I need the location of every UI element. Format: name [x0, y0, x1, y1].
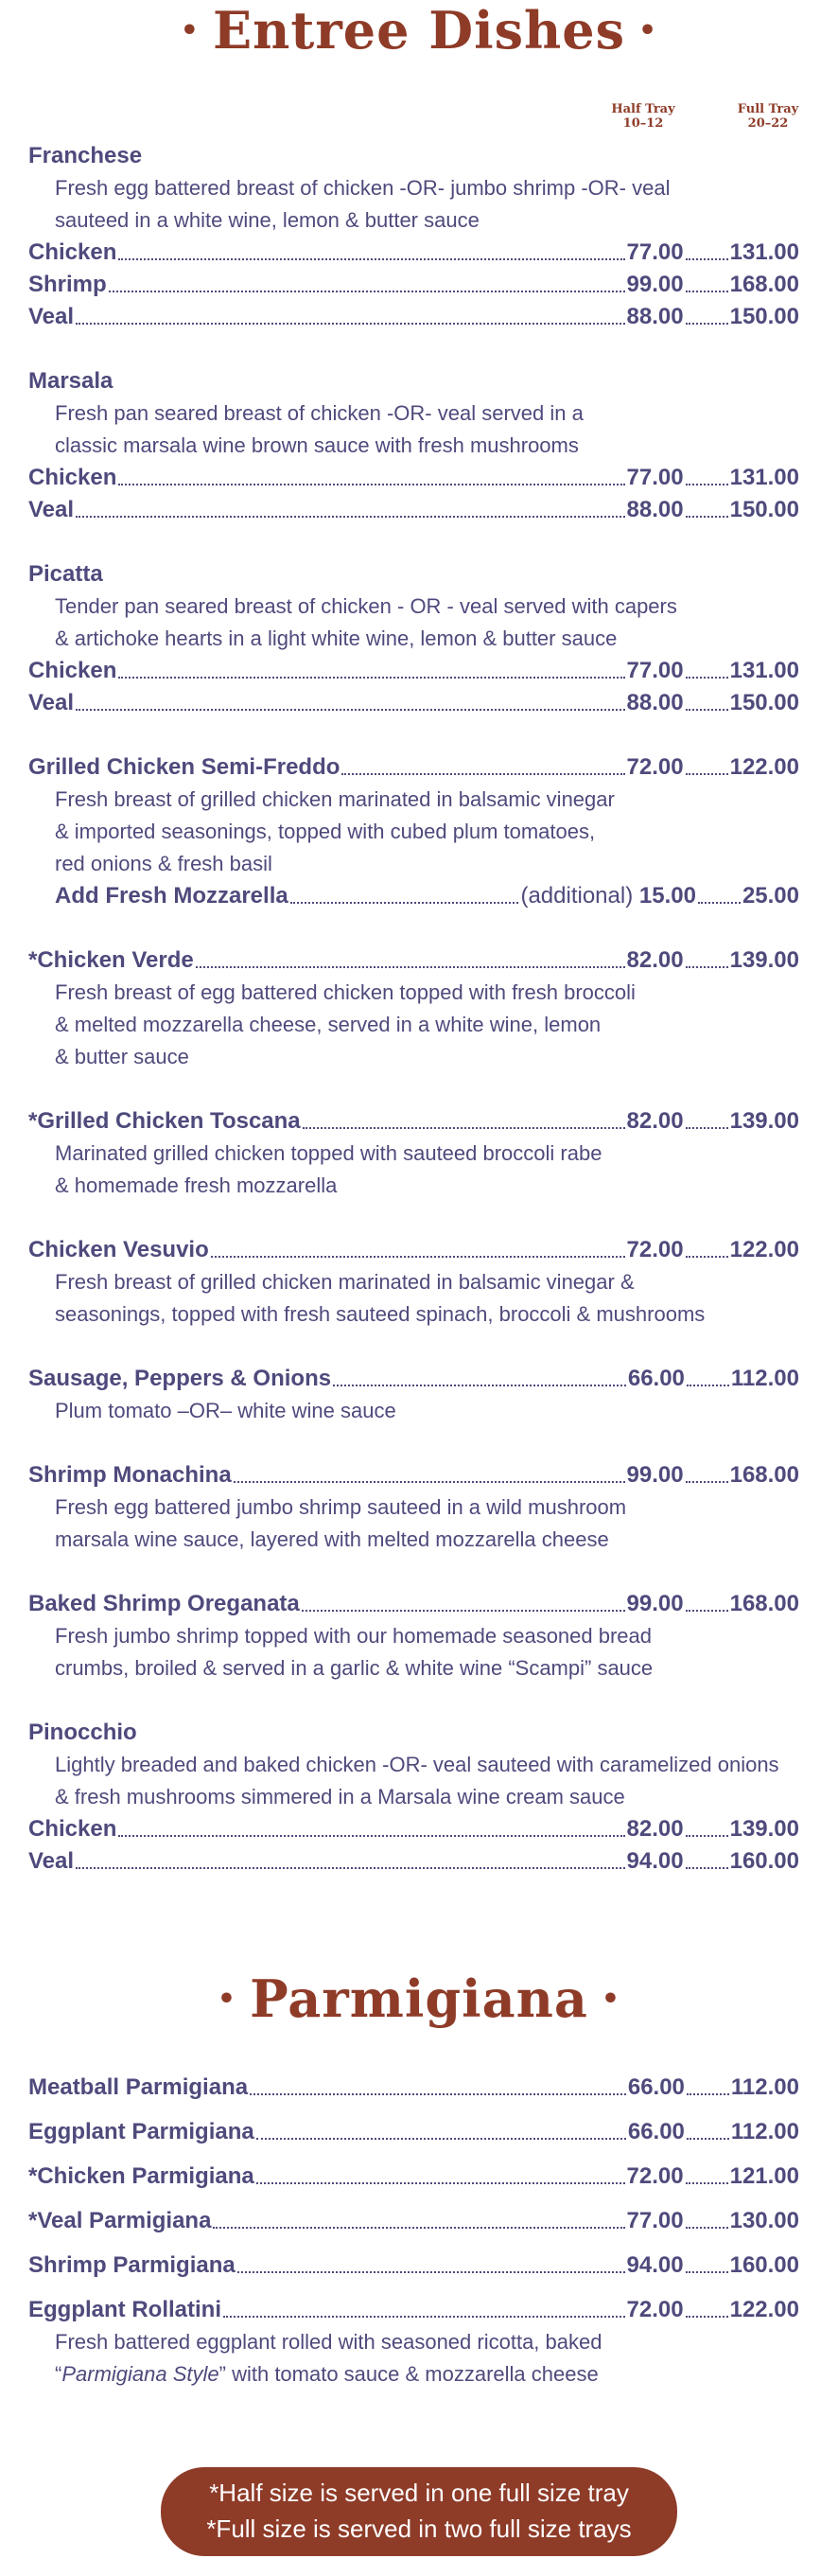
dish-description: Fresh battered eggplant rolled with seasoned ricotta, baked “Parmigiana Style” with tomato sauce & mozzarella cheese — [55, 2330, 602, 2386]
price-row: Chicken 82.00 139.00 — [28, 1816, 799, 1842]
dish-description: Fresh jumbo shrimp topped with our homemade seasoned bread crumbs, broiled & served in a garlic & white wine “Scampi” sauce — [55, 1624, 654, 1680]
dish-description: Tender pan seared breast of chicken - OR - veal served with capers & artichoke hearts in a light white wine, lemon & butter sauce — [55, 594, 677, 650]
price-row: Eggplant Rollatini 72.00 122.00 — [28, 2297, 799, 2322]
entree-dishes-title: • Entree Dishes • — [180, 0, 658, 61]
price-row: Chicken 77.00 131.00 — [28, 465, 799, 490]
dish-description: Fresh pan seared breast of chicken -OR- veal served in a classic marsala wine brown sauce with fresh mushrooms — [55, 401, 584, 457]
dish-eggplant-rollatini — [28, 2294, 799, 2391]
dish-description: Fresh breast of grilled chicken marinated in balsamic vinegar & seasonings, topped with fresh sauteed spinach, broccoli & mushrooms — [55, 1270, 706, 1326]
dish-name: Marsala — [28, 368, 113, 394]
title-bullet-left: • — [180, 13, 200, 47]
price-row: Baked Shrimp Oreganata 99.00 168.00 — [28, 1591, 799, 1616]
dish-name: Franchese — [28, 143, 143, 168]
price-row: *Chicken Parmigiana 72.00 121.00 — [28, 2163, 799, 2189]
dish-semi-freddo — [28, 751, 799, 912]
price-row: *Grilled Chicken Toscana 82.00 139.00 — [28, 1108, 799, 1134]
dish-sausage-peppers-onions — [28, 1363, 799, 1427]
title-bullet-left: • — [217, 1982, 237, 2016]
price-row: Veal 88.00 150.00 — [28, 497, 799, 522]
price-row: Veal 88.00 150.00 — [28, 690, 799, 715]
dish-name: Picatta — [28, 561, 103, 587]
price-row: Eggplant Parmigiana 66.00 112.00 — [28, 2119, 799, 2144]
price-row: Grilled Chicken Semi-Freddo 72.00 122.00 — [28, 754, 799, 780]
dish-picatta — [28, 558, 799, 719]
price-row: Meatball Parmigiana 66.00 112.00 — [28, 2074, 799, 2100]
title-bullet-right: • — [601, 1982, 621, 2016]
dish-description: Lightly breaded and baked chicken -OR- veal sauteed with caramelized onions & fresh mushrooms simmered in a Marsala wine cream sauce — [55, 1753, 779, 1808]
dish-marsala — [28, 365, 799, 526]
price-row: Veal 88.00 150.00 — [28, 304, 799, 329]
price-row: Chicken 77.00 131.00 — [28, 239, 799, 265]
parmigiana-title: • Parmigiana • — [217, 1968, 621, 2029]
parmigiana-list — [28, 2072, 799, 2391]
price-row: Chicken Vesuvio 72.00 122.00 — [28, 1237, 799, 1262]
half-tray-header — [605, 102, 681, 131]
tray-size-note — [161, 2467, 677, 2556]
price-row: Sausage, Peppers & Onions 66.00 112.00 — [28, 1366, 799, 1391]
dish-chicken-vesuvio — [28, 1234, 799, 1331]
full-tray-header — [730, 102, 806, 131]
dish-description: Fresh breast of grilled chicken marinated in balsamic vinegar & imported seasonings, topped with cubed plum tomatoes, red onions & fresh basil — [55, 787, 615, 875]
dish-shrimp-oreganata — [28, 1588, 799, 1685]
dish-description: Plum tomato –OR– white wine sauce — [55, 1399, 396, 1422]
dish-description: Fresh breast of egg battered chicken topped with fresh broccoli & melted mozzarella cheese, served in a white wine, lemon & butter sauce — [55, 980, 636, 1068]
dish-shrimp-monachina — [28, 1459, 799, 1556]
title-bullet-right: • — [638, 13, 658, 47]
price-row: Shrimp Parmigiana 94.00 160.00 — [28, 2252, 799, 2278]
dish-description: Marinated grilled chicken topped with sauteed broccoli rabe & homemade fresh mozzarella — [55, 1141, 602, 1197]
full-tray-range: 20–22 — [747, 116, 789, 131]
half-tray-label: Half Tray — [611, 102, 675, 116]
footer-line-2: *Full size is served in two full size trays — [206, 2514, 632, 2543]
price-row: *Chicken Verde 82.00 139.00 — [28, 947, 799, 973]
footer-line-1: *Half size is served in one full size tray — [209, 2479, 629, 2507]
half-tray-range: 10–12 — [622, 116, 664, 131]
dish-chicken-verde — [28, 944, 799, 1073]
price-row: *Veal Parmigiana 77.00 130.00 — [28, 2208, 799, 2233]
full-tray-label: Full Tray — [737, 102, 799, 116]
dish-franchese — [28, 140, 799, 333]
dish-name: Pinocchio — [28, 1720, 137, 1745]
dish-chicken-toscana — [28, 1105, 799, 1202]
dish-pinocchio — [28, 1717, 799, 1878]
price-row: Shrimp 99.00 168.00 — [28, 272, 799, 297]
dish-description: Fresh egg battered jumbo shrimp sauteed in a wild mushroom marsala wine sauce, layered with melted mozzarella cheese — [55, 1495, 627, 1551]
price-row: Shrimp Monachina 99.00 168.00 — [28, 1462, 799, 1488]
dish-description: Fresh egg battered breast of chicken -OR- jumbo shrimp -OR- veal sauteed in a white wine, lemon & butter sauce — [55, 176, 671, 232]
addon-row: Add Fresh Mozzarella (additional) 15.00 25.00 — [55, 883, 799, 909]
entree-list — [28, 140, 799, 1878]
price-row: Veal 94.00 160.00 — [28, 1848, 799, 1874]
price-row: Chicken 77.00 131.00 — [28, 658, 799, 683]
